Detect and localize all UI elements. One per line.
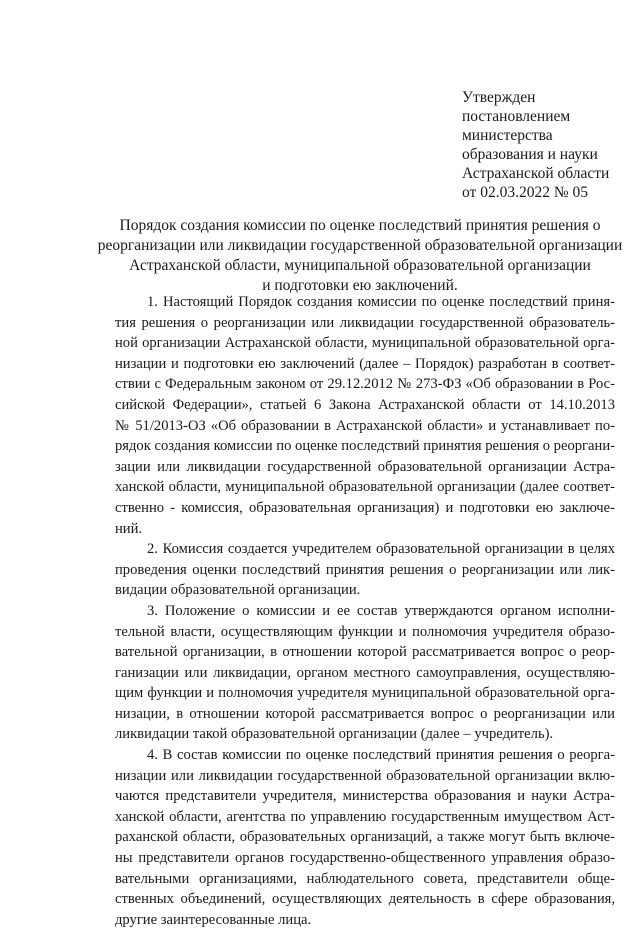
paragraph-line: зации или ликвидации государственной образовательной организации Астра- <box>115 458 615 475</box>
paragraph-line: 1. Настоящий Порядок создания комиссии по оценке последствий приня- <box>147 294 615 310</box>
paragraph-line: № 51/2013-ОЗ «Об образовании в Астраханской области» и устанавливает по- <box>115 417 615 434</box>
paragraph-line: ханской области, агентства по управлению государственным имуществом Аст- <box>115 808 615 825</box>
approval-line: Астраханской области <box>462 165 610 182</box>
title-line: и подготовки ею заключений. <box>262 277 458 294</box>
paragraph-line: ственно - комиссия, образовательная организация) и подготовки ею заключе- <box>115 499 615 516</box>
paragraph-line: ной организации Астраханской области, муниципальной образовательной орга- <box>115 335 615 352</box>
paragraph-line: щим функции и полномочия учредителя муниципальной образовательной орга- <box>115 685 615 702</box>
paragraph-line: ханской области, муниципальной образовательной организации (далее соответ- <box>115 479 615 496</box>
paragraph-line: низации или ликвидации государственной образовательной организации вклю- <box>115 767 615 784</box>
paragraph-line: видации образовательной организации. <box>115 582 361 599</box>
paragraph-line: тия решения о реорганизации или ликвидации государственной образователь- <box>115 314 615 331</box>
paragraph-3 <box>115 601 615 745</box>
title-line: Астраханской области, муниципальной образовательной организации <box>129 257 591 274</box>
paragraph-line: ственных объединений, осуществляющих деятельность в сфере образования, <box>115 891 615 908</box>
paragraph-4 <box>115 745 615 930</box>
paragraph-line: ны представители органов государственно-общественного управления образо- <box>115 850 615 867</box>
paragraph-1 <box>115 292 615 539</box>
paragraph-2 <box>115 539 615 601</box>
paragraph-line: ликвидации такой образовательной организации (далее – учредитель). <box>115 726 554 743</box>
paragraph-line: ганизации или ликвидации, органом местного самоуправления, осуществляю- <box>115 664 615 681</box>
paragraph-line: чаются представители учредителя, министерства образования и науки Астра- <box>115 788 615 805</box>
paragraph-line: низации, в отношении которой рассматривается вопрос о реорганизации или <box>115 705 615 722</box>
paragraph-line: 2. Комиссия создается учредителем образовательной организации в целях <box>147 541 615 558</box>
document-body <box>115 292 615 930</box>
approval-line: постановлением <box>462 108 571 125</box>
title-line: реорганизации или ликвидации государственной образовательной организации <box>97 237 623 254</box>
approval-line: от 02.03.2022 № 05 <box>462 184 588 201</box>
document-title <box>96 216 624 296</box>
paragraph-line: вательной организации, в отношении которой рассматривается вопрос о реор- <box>115 644 615 661</box>
title-line: Порядок создания комиссии по оценке последствий принятия решения о <box>119 217 601 234</box>
approval-line: министерства <box>462 127 553 144</box>
approval-line: Утвержден <box>462 89 536 106</box>
paragraph-line: тельной власти, осуществляющим функции и полномочия учредителя образо- <box>115 623 615 640</box>
paragraph-line: вательными организациями, наблюдательного совета, представители обще- <box>115 870 615 887</box>
paragraph-line: ствии с Федеральным законом от 29.12.2012 № 273-ФЗ «Об образовании в Рос- <box>115 376 615 393</box>
paragraph-line: 4. В состав комиссии по оценке последствий принятия решения о реорга- <box>147 747 615 764</box>
paragraph-line: низации и подготовки ею заключений (далее – Порядок) разработан в соответ- <box>115 355 615 372</box>
paragraph-line: рядок создания комиссии по оценке последствий принятия решения о реоргани- <box>115 438 615 455</box>
paragraph-line: другие заинтересованные лица. <box>115 911 312 928</box>
paragraph-line: раханской области, образовательных организаций, а также могут быть включе- <box>115 829 615 846</box>
paragraph-line: 3. Положение о комиссии и ее состав утверждаются органом исполни- <box>147 602 615 619</box>
paragraph-line: сийской Федерации», статьей 6 Закона Астраханской области от 14.10.2013 <box>115 396 615 413</box>
approval-stamp <box>462 88 632 202</box>
paragraph-line: проведения оценки последствий принятия решения о реорганизации или лик- <box>115 561 615 578</box>
paragraph-line: ний. <box>115 520 143 537</box>
approval-line: образования и науки <box>462 146 598 163</box>
